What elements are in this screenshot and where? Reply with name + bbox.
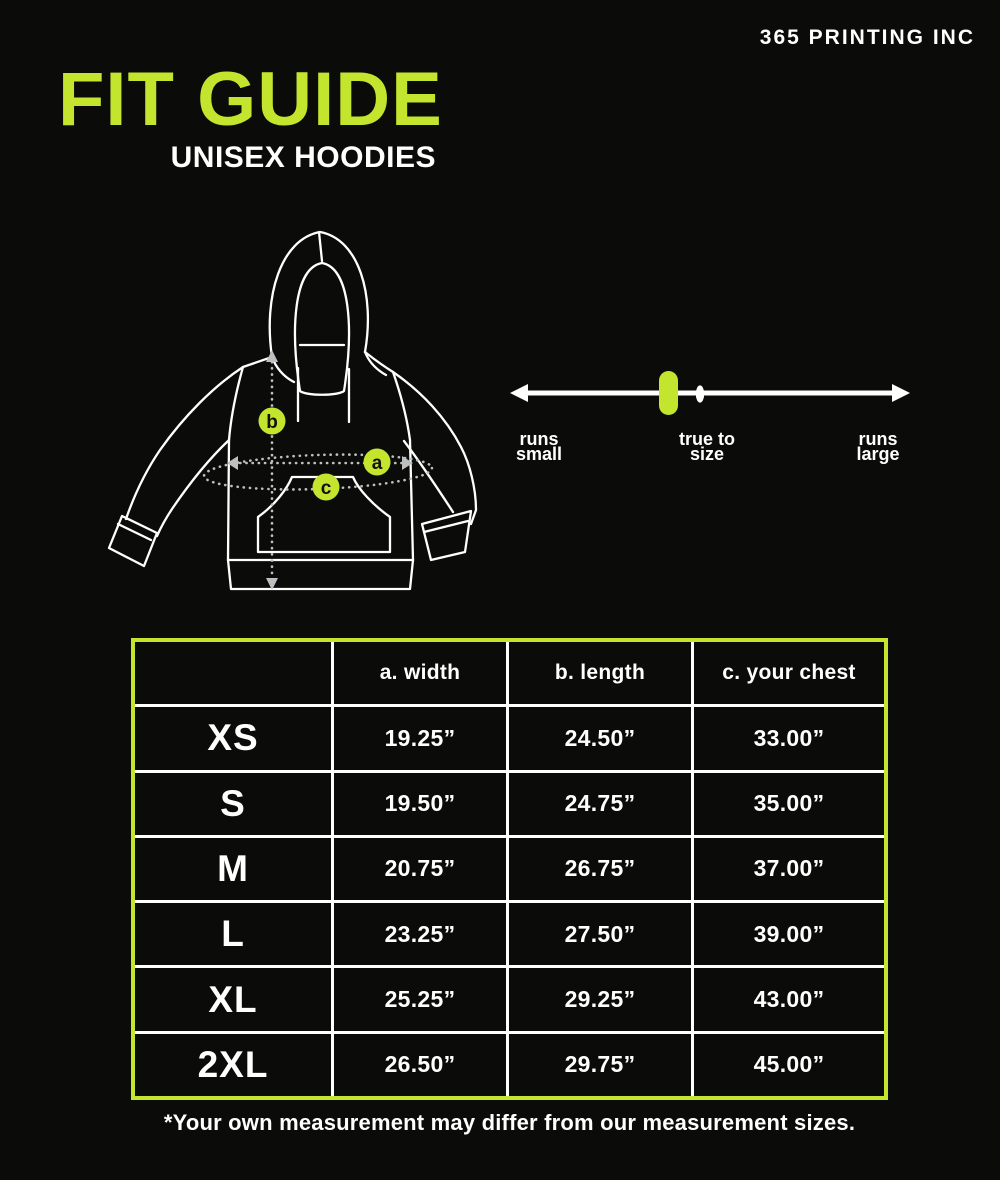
scale-tick-dot [696, 385, 704, 402]
scale-label-line: runs [519, 429, 559, 449]
chest-cell: 35.00” [694, 773, 884, 835]
scale-label-true-to-size [650, 429, 764, 464]
header-cell-width: a. width [334, 642, 506, 704]
hoodie-outline-icon [109, 232, 476, 589]
header-cell-length: b. length [509, 642, 691, 704]
marker-a-letter: a [371, 453, 383, 474]
size-cell: 2XL [135, 1034, 331, 1096]
scale-label-runs-small [500, 429, 578, 464]
width-cell: 25.25” [334, 968, 506, 1030]
scale-label-line: small [515, 444, 563, 464]
scale-arrow-right-icon [892, 384, 910, 402]
width-cell: 19.25” [334, 707, 506, 769]
width-cell: 26.50” [334, 1034, 506, 1096]
width-cell: 23.25” [334, 903, 506, 965]
length-cell: 26.75” [509, 838, 691, 900]
scale-label-line: true to [679, 429, 735, 449]
length-cell: 24.75” [509, 773, 691, 835]
width-cell: 19.50” [334, 773, 506, 835]
scale-label-runs-large [838, 429, 918, 464]
size-cell: L [135, 903, 331, 965]
length-cell: 27.50” [509, 903, 691, 965]
page-subtitle: UNISEX HOODIES [170, 141, 436, 174]
fit-scale [500, 360, 920, 422]
footnote: *Your own measurement may differ from our measurement sizes. [163, 1110, 856, 1135]
arrow-up-icon [266, 350, 278, 362]
scale-position-marker [659, 371, 678, 415]
chest-cell: 37.00” [694, 838, 884, 900]
scale-label-line: size [689, 444, 725, 464]
brand-name: 365 PRINTING INC [759, 26, 975, 49]
header-cell-size [135, 642, 331, 704]
size-cell: XL [135, 968, 331, 1030]
chest-cell: 39.00” [694, 903, 884, 965]
length-cell: 29.75” [509, 1034, 691, 1096]
size-table [131, 638, 888, 1100]
page-title: FIT GUIDE [58, 57, 443, 142]
hoodie-diagram [95, 215, 495, 610]
size-cell: XS [135, 707, 331, 769]
size-cell: M [135, 838, 331, 900]
header-cell-chest: c. your chest [694, 642, 884, 704]
chest-cell: 45.00” [694, 1034, 884, 1096]
width-cell: 20.75” [334, 838, 506, 900]
chest-cell: 33.00” [694, 707, 884, 769]
marker-b-letter: b [266, 412, 278, 433]
length-cell: 29.25” [509, 968, 691, 1030]
chest-cell: 43.00” [694, 968, 884, 1030]
scale-label-line: large [856, 444, 900, 464]
size-cell: S [135, 773, 331, 835]
length-cell: 24.50” [509, 707, 691, 769]
scale-label-line: runs [858, 429, 898, 449]
marker-c-letter: c [320, 478, 332, 499]
scale-arrow-left-icon [510, 384, 528, 402]
